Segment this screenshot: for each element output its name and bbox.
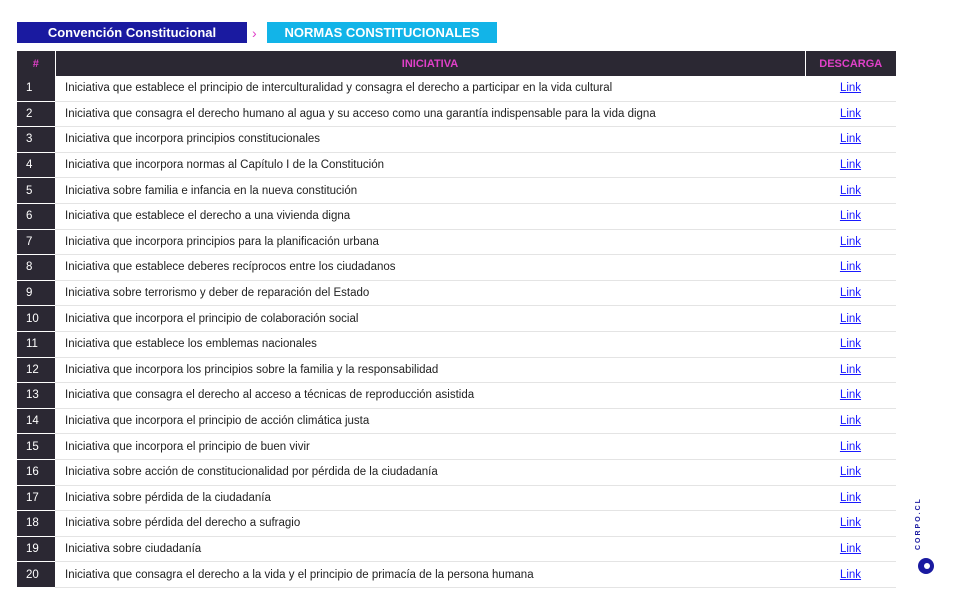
initiative-title: Iniciativa que establece deberes recíprocos entre los ciudadanos (55, 255, 805, 281)
download-link[interactable]: Link (839, 107, 862, 120)
initiative-title: Iniciativa que incorpora el principio de buen vivir (55, 434, 805, 460)
row-number: 13 (17, 383, 55, 409)
table-row (17, 152, 896, 178)
table-row (17, 536, 896, 562)
initiative-title: Iniciativa que consagra el derecho humano al agua y su acceso como una garantía indispensable para la vida digna (55, 101, 805, 127)
download-link[interactable]: Link (839, 287, 862, 300)
download-link[interactable]: Link (839, 82, 862, 95)
initiative-title: Iniciativa sobre terrorismo y deber de reparación del Estado (55, 280, 805, 306)
initiative-title: Iniciativa que incorpora el principio de acción climática justa (55, 408, 805, 434)
table-row (17, 383, 896, 409)
download-cell (805, 536, 896, 562)
initiative-title: Iniciativa que incorpora el principio de colaboración social (55, 306, 805, 332)
header-initiative: INICIATIVA (55, 51, 805, 76)
download-cell (805, 203, 896, 229)
row-number: 3 (17, 127, 55, 153)
row-number: 10 (17, 306, 55, 332)
download-link[interactable]: Link (839, 415, 862, 428)
download-link[interactable]: Link (839, 466, 862, 479)
brand-watermark (915, 492, 937, 580)
download-cell (805, 383, 896, 409)
initiative-title: Iniciativa sobre ciudadanía (55, 536, 805, 562)
download-cell (805, 229, 896, 255)
table-row (17, 485, 896, 511)
download-cell (805, 306, 896, 332)
download-link[interactable]: Link (839, 568, 862, 581)
row-number: 1 (17, 76, 55, 101)
download-link[interactable]: Link (839, 363, 862, 376)
row-number: 18 (17, 511, 55, 537)
table-row (17, 255, 896, 281)
initiative-title: Iniciativa que incorpora principios constitucionales (55, 127, 805, 153)
download-link[interactable]: Link (839, 133, 862, 146)
initiative-title: Iniciativa que consagra el derecho a la vida y el principio de primacía de la persona humana (55, 562, 805, 588)
download-link[interactable]: Link (839, 312, 862, 325)
row-number: 5 (17, 178, 55, 204)
download-link[interactable]: Link (839, 210, 862, 223)
table-row (17, 459, 896, 485)
initiatives-table (17, 51, 896, 588)
download-link[interactable]: Link (839, 261, 862, 274)
download-cell (805, 280, 896, 306)
initiative-title: Iniciativa que incorpora los principios sobre la familia y la responsabilidad (55, 357, 805, 383)
row-number: 2 (17, 101, 55, 127)
row-number: 8 (17, 255, 55, 281)
download-cell (805, 459, 896, 485)
row-number: 9 (17, 280, 55, 306)
table-row (17, 101, 896, 127)
table-row (17, 562, 896, 588)
table-row (17, 178, 896, 204)
table-row (17, 357, 896, 383)
initiative-title: Iniciativa que establece el derecho a una vivienda digna (55, 203, 805, 229)
initiative-title: Iniciativa que incorpora normas al Capítulo I de la Constitución (55, 152, 805, 178)
row-number: 17 (17, 485, 55, 511)
row-number: 7 (17, 229, 55, 255)
download-cell (805, 76, 896, 101)
download-link[interactable]: Link (839, 491, 862, 504)
header-download: DESCARGA (805, 51, 896, 76)
download-cell (805, 511, 896, 537)
breadcrumb-normas[interactable]: NORMAS CONSTITUCIONALES (267, 22, 497, 43)
row-number: 12 (17, 357, 55, 383)
download-link[interactable]: Link (839, 517, 862, 530)
download-cell (805, 408, 896, 434)
table-row (17, 331, 896, 357)
initiative-title: Iniciativa que establece los emblemas nacionales (55, 331, 805, 357)
download-cell (805, 152, 896, 178)
brand-name: CORPO.CL (915, 497, 922, 551)
download-cell (805, 562, 896, 588)
download-cell (805, 255, 896, 281)
download-link[interactable]: Link (839, 184, 862, 197)
initiative-title: Iniciativa que establece el principio de interculturalidad y consagra el derecho a participar en la vida cultural (55, 76, 805, 101)
chevron-right-icon: › (252, 24, 257, 41)
initiative-title: Iniciativa que consagra el derecho al acceso a técnicas de reproducción asistida (55, 383, 805, 409)
row-number: 14 (17, 408, 55, 434)
row-number: 20 (17, 562, 55, 588)
row-number: 6 (17, 203, 55, 229)
initiative-title: Iniciativa sobre acción de constitucionalidad por pérdida de la ciudadanía (55, 459, 805, 485)
download-cell (805, 331, 896, 357)
table-row (17, 229, 896, 255)
download-cell (805, 485, 896, 511)
download-link[interactable]: Link (839, 235, 862, 248)
row-number: 15 (17, 434, 55, 460)
table-row (17, 76, 896, 101)
download-cell (805, 357, 896, 383)
breadcrumb-convencion[interactable]: Convención Constitucional (17, 22, 247, 43)
download-link[interactable]: Link (839, 338, 862, 351)
table-row (17, 203, 896, 229)
row-number: 19 (17, 536, 55, 562)
download-cell (805, 127, 896, 153)
initiative-title: Iniciativa que incorpora principios para la planificación urbana (55, 229, 805, 255)
row-number: 16 (17, 459, 55, 485)
download-cell (805, 434, 896, 460)
row-number: 11 (17, 331, 55, 357)
download-cell (805, 178, 896, 204)
table-row (17, 408, 896, 434)
table-header-row (17, 51, 896, 76)
download-link[interactable]: Link (839, 389, 862, 402)
corpo-logo-icon (918, 558, 934, 574)
table-row (17, 280, 896, 306)
table-row (17, 306, 896, 332)
initiative-title: Iniciativa sobre pérdida del derecho a sufragio (55, 511, 805, 537)
download-link[interactable]: Link (839, 542, 862, 555)
row-number: 4 (17, 152, 55, 178)
header-number: # (17, 51, 55, 76)
download-cell (805, 101, 896, 127)
initiative-title: Iniciativa sobre pérdida de la ciudadanía (55, 485, 805, 511)
table-row (17, 434, 896, 460)
table-row (17, 511, 896, 537)
download-link[interactable]: Link (839, 440, 862, 453)
download-link[interactable]: Link (839, 159, 862, 172)
initiative-title: Iniciativa sobre familia e infancia en la nueva constitución (55, 178, 805, 204)
table-row (17, 127, 896, 153)
